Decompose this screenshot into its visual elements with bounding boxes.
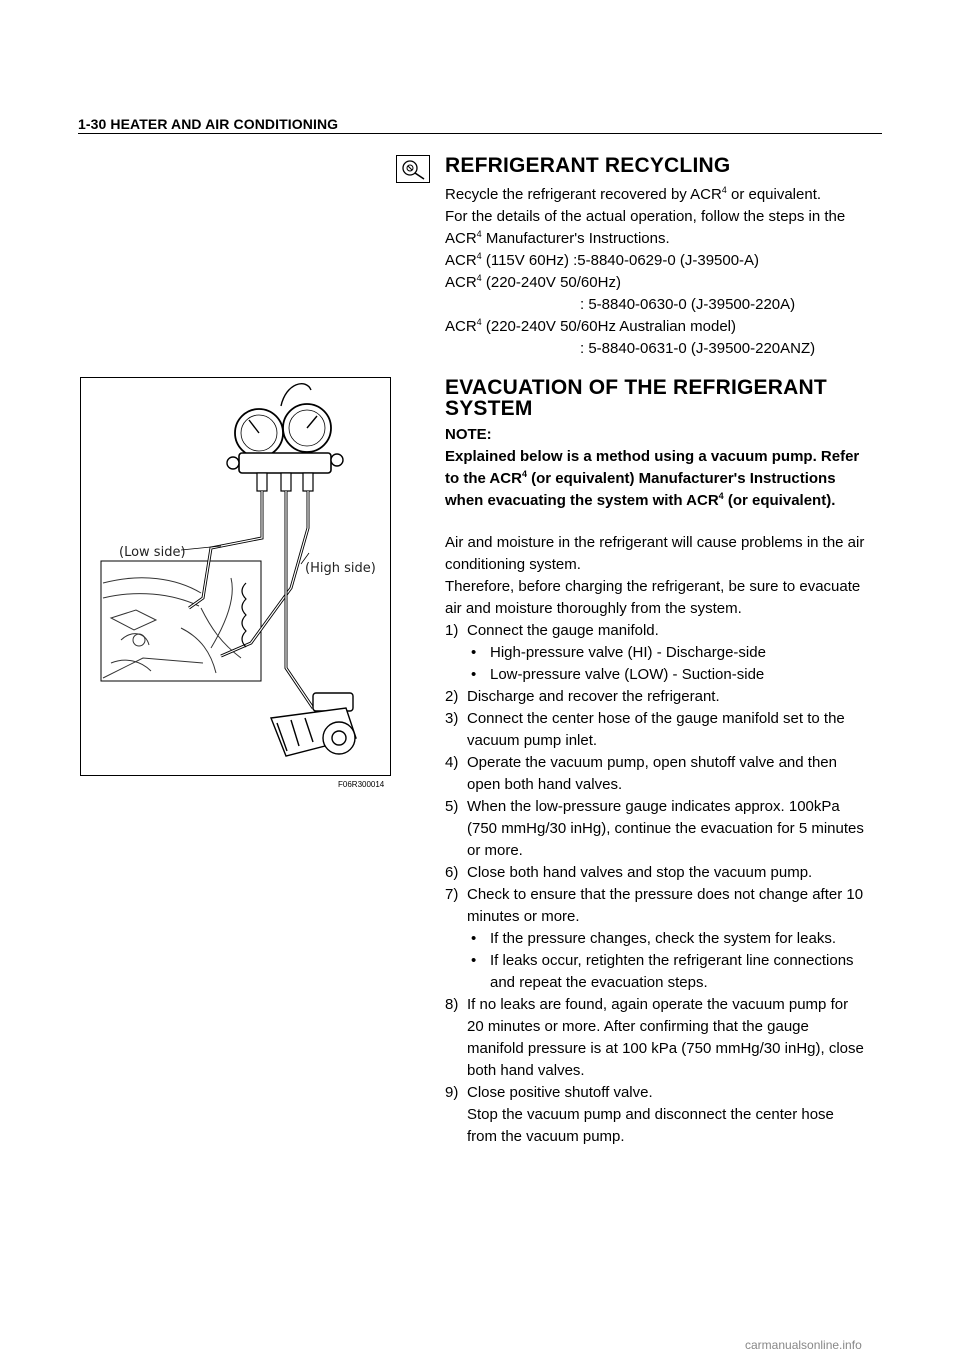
intro-line-2: conditioning system. [445,556,581,573]
high-side-label: (High side) [305,561,376,576]
step-number: 2) [445,688,459,705]
step-number: 3) [445,710,459,727]
step-1-text: Connect the gauge manifold. [467,622,659,639]
step-9-text-cont-2: from the vacuum pump. [467,1128,625,1145]
recycling-tool-220v: ACR$^4$ (220-240V 50/60Hz) [445,273,621,291]
step-number: 8) [445,996,459,1013]
gauge-manifold-illustration [81,378,390,775]
step-3-text-cont: vacuum pump inlet. [467,732,598,749]
recycling-line-2: For the details of the actual operation, follow the steps in the [445,208,846,225]
step-7-text-cont: minutes or more. [467,908,580,925]
figure-id: F06R300014 [338,780,385,789]
step-9-text: Close positive shutoff valve. [467,1084,653,1101]
recycling-line-3: ACR$^4$ Manufacturer's Instructions. [445,229,670,247]
note-line-1: Explained below is a method using a vacuum pump. Refer [445,448,860,465]
step-number: 9) [445,1084,459,1101]
step-7-bullet-1: If the pressure changes, check the system for leaks. [490,930,836,947]
special-tool-icon [396,155,430,183]
header-rule [78,133,882,134]
section-title-evacuation: EVACUATION OF THE REFRIGERANT [445,376,827,399]
step-3-text: Connect the center hose of the gauge manifold set to the [467,710,845,727]
step-8-text-cont-2: manifold pressure is at 100 kPa (750 mmHg/30 inHg), close [467,1040,864,1057]
recycling-tool-220v-number: : 5-8840-0630-0 (J-39500-220A) [580,296,796,313]
step-5-text-cont: (750 mmHg/30 inHg), continue the evacuation for 5 minutes [467,820,864,837]
bullet: • [471,952,477,969]
step-5-text: When the low-pressure gauge indicates approx. 100kPa [467,798,840,815]
step-8-text: If no leaks are found, again operate the vacuum pump for [467,996,849,1013]
step-number: 7) [445,886,459,903]
recycling-tool-115v: ACR$^4$ (115V 60Hz) :5-8840-0629-0 (J-39500-A) [445,251,760,269]
step-number: 6) [445,864,459,881]
step-9-text-cont: Stop the vacuum pump and disconnect the center hose [467,1106,834,1123]
bullet: • [471,666,477,683]
recycling-tool-australian: ACR$^4$ (220-240V 50/60Hz Australian model) [445,317,736,335]
recycling-line-1: Recycle the refrigerant recovered by ACR$^4$ or equivalent. [445,185,822,203]
step-8-text-cont-3: both hand valves. [467,1062,585,1079]
note-label: NOTE: [445,426,492,443]
step-number: 5) [445,798,459,815]
step-5-text-cont-2: or more. [467,842,523,859]
bullet: • [471,930,477,947]
intro-line-4: air and moisture thoroughly from the system. [445,600,742,617]
note-line-3: when evacuating the system with ACR$^4$ (or equivalent). [445,491,836,509]
bullet: • [471,644,477,661]
step-number: 4) [445,754,459,771]
gauge-manifold-figure [80,377,391,776]
intro-line-1: Air and moisture in the refrigerant will cause problems in the air [445,534,865,551]
step-4-text-cont: open both hand valves. [467,776,623,793]
step-7-bullet-2-cont: and repeat the evacuation steps. [490,974,708,991]
step-6-text: Close both hand valves and stop the vacuum pump. [467,864,813,881]
step-8-text-cont: 20 minutes or more. After confirming that the gauge [467,1018,809,1035]
note-line-2: to the ACR$^4$ (or equivalent) Manufacturer's Instructions [445,469,836,487]
step-number: 1) [445,622,459,639]
section-title-evacuation-2: SYSTEM [445,397,533,420]
watermark: carmanualsonline.info [745,1338,862,1352]
step-2-text: Discharge and recover the refrigerant. [467,688,720,705]
page-header: 1-30 HEATER AND AIR CONDITIONING [78,116,339,132]
step-1-bullet-1: High-pressure valve (HI) - Discharge-side [490,644,766,661]
step-7-bullet-2: If leaks occur, retighten the refrigerant line connections [490,952,854,969]
step-7-text: Check to ensure that the pressure does not change after 10 [467,886,864,903]
recycling-tool-australian-number: : 5-8840-0631-0 (J-39500-220ANZ) [580,340,816,357]
section-title-recycling: REFRIGERANT RECYCLING [445,154,731,177]
step-1-bullet-2: Low-pressure valve (LOW) - Suction-side [490,666,765,683]
intro-line-3: Therefore, before charging the refrigerant, be sure to evacuate [445,578,861,595]
step-4-text: Operate the vacuum pump, open shutoff valve and then [467,754,837,771]
low-side-label: (Low side) [119,545,186,560]
